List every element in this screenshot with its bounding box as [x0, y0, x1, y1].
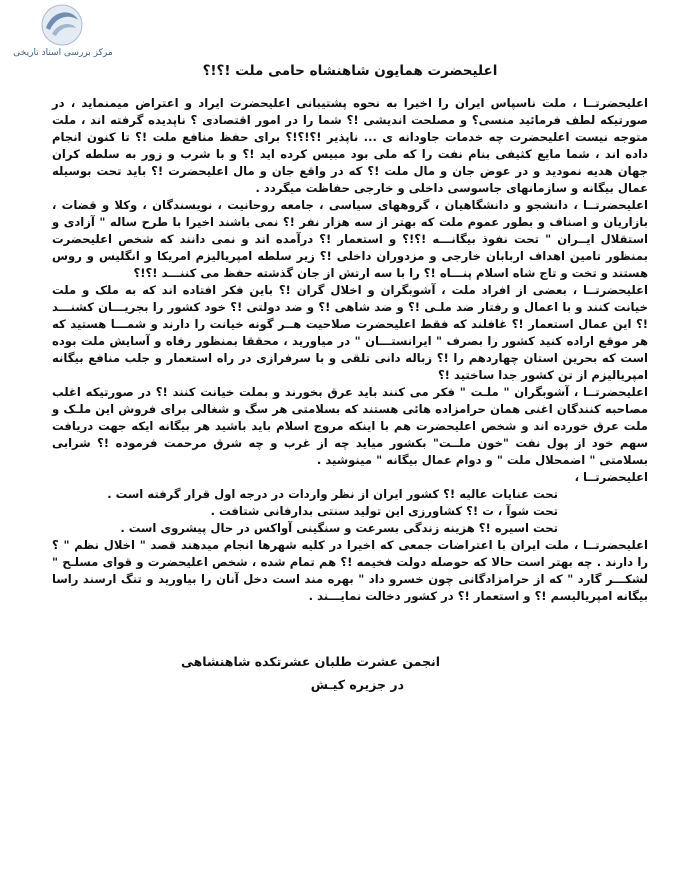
- paragraph-2: اعلیحضرتــا ، دانشجو و دانشگاهیان ، گروههای سیاسی ، جامعه روحانیت ، نویسندگان ، وکلا و قضات ، بازاریان و اصناف و بطور عموم ملت که بهتر از سه هزار نفر !؟ نمی باشند اخیرا با طرح ساله " آزادی و استقلال ایــران " تحت نفوذ بیگانـــه !؟!؟ و استعمار !؟ درآمده اند و نمی دانند که شخص اعلیحضرت بمنظور تامین اهداف اربابان خارجی و مزدوران داخلی !؟ زیر سلطه امپریالیزم امریکا و انگلیس و روس هستند و تخت و تاج شاه اسلام پنـــاه !؟ را با سه ارتش از جان گذشته حفظ می کننـــد !؟!؟: [52, 198, 648, 280]
- sub-item-3: تحت اسیره !؟ هزینه زندگی بسرعت و سنگینی آواکس در حال پیشروی است .: [120, 521, 558, 535]
- sub-item-1: تحت عنایات عالیه !؟ کشور ایران از نظر واردات در درجه اول قرار گرفته است .: [107, 487, 558, 501]
- archive-logo: [2, 2, 122, 64]
- document-title: اعلیحضرت همایون شاهنشاه حامی ملت !؟!؟: [202, 63, 498, 79]
- paragraph-4: اعلیحضرتــا ، آشوبگران " ملـت " فکر می کنند باید عرق بخورند و بملت خیانت کنند !؟ در صورتیکه اغلب مصاحبه کنندگان اغنی همان حرامزاده هائی هستند که بسلامتی هر سگ و شغالی برای فروش این ملـک و ملت عرق خورده اند و شخص اعلیحضرت هم با اینکه مروج اسلام باید باشید هر بیگانه ایکه جهت دریافت سهم خود از پول نفت "خون ملــت" بکشور میاید چه از غرب و چه شرق مرحمت فرموده !؟ شرابی بسلامتی " اضمحلال ملت " و دوام عمال بیگانه " مینوشید .: [52, 385, 648, 467]
- paragraph-3: اعلیحضرتــا ، بعضی از افراد ملت ، آشوبگران و اخلال گران !؟ باین فکر افتاده اند که به ملک و ملت خیانت کنند و با اعمال و رفتار ضد ملـی !؟ و ضد شاهی !؟ و ضد دولتی !؟ خود کشور را بجریـــان کشنـــد !؟ این عمال استعمار !؟ غافلند که فقط اعلیحضرت صلاحیت هــر گونه خیانت را دارند و شمـــا هستید که هر موقع اراده کنید کشور را بصرف " ایرانستـــان " در میاورید ، محققا بمنظور رفاه و آسایش ملت بوده است که بحرین استان چهاردهم را !؟ زباله دانی تلقی و با سرفرازی در راه استعمار و جلب منافع بیگانه امپریالیزم از تن کشور جدا ساختید !؟: [52, 283, 648, 382]
- sub-heading: اعلیحضرتــا ،: [574, 470, 648, 484]
- paragraph-final: اعلیحضرتــا ، ملت ایران با اعتراضات جمعی که اخیرا در کلیه شهرها انجام میدهند قصد " اخلال نظم " ؟ را دارند . چه بهتر است حالا که حوصله دولت فخیمه !؟ هم تمام شده ، شخص اعلیحضرت و قوای مسلـح " لشکـــر گارد " که از حرامزادگانی چون خسرو داد " بهره مند است دخل آنان را بیاورید و تنگ ارسند راسا بیگانه امپریالیسم !؟ و استعمار !؟ در کشور دخالت نمایـــند .: [52, 538, 648, 603]
- signature-line-1: انجمن عشرت طلبان عشرتکده شاهنشاهی: [180, 654, 440, 669]
- signature-line-2: در جزیره کیـش: [310, 677, 404, 692]
- signature-block: [0, 650, 440, 696]
- paragraph-1: اعلیحضرتــا ، ملت ناسپاس ایران را اخیرا به نحوه پشتیبانی اعلیحضرت ایراد و اعتراض میمنماید ، در صورتیکه لطف فرمائید منسی؟ و مصلحت اندیشی !؟ شما را در امور اقتصادی ؟ ناپدیده گرفته اند ، ملت متوجه نیست اعلیحضرت چه خدمات جاودانه ی ... ناپذیر !؟!؟!؟ برای حفظ منافع ملت !؟ تا کنون انجام داده اند ، شما مایع کثیفی بنام نفت را که ملی بود مبیس کرده اید !؟ و با شرب و زور به سلطه کران جهان هدیه نمودید و در عوض جان و مال ملت !؟ که در واقع جان و مال اعلیحضرت !؟ باید تحت بوسیله عمال بیگانه و سازمانهای جاسوسی داخلی و خارجی حفاظت میگردد .: [52, 96, 648, 195]
- document-body: [52, 95, 648, 605]
- archive-emblem-icon: [28, 2, 96, 48]
- archive-logo-caption: مرکز بررسی اسناد تاریخی: [13, 48, 113, 58]
- sub-item-2: تحت شوآ ، ت !؟ کشاورزی این تولید سنتی بدارفانی شتافت .: [210, 504, 558, 518]
